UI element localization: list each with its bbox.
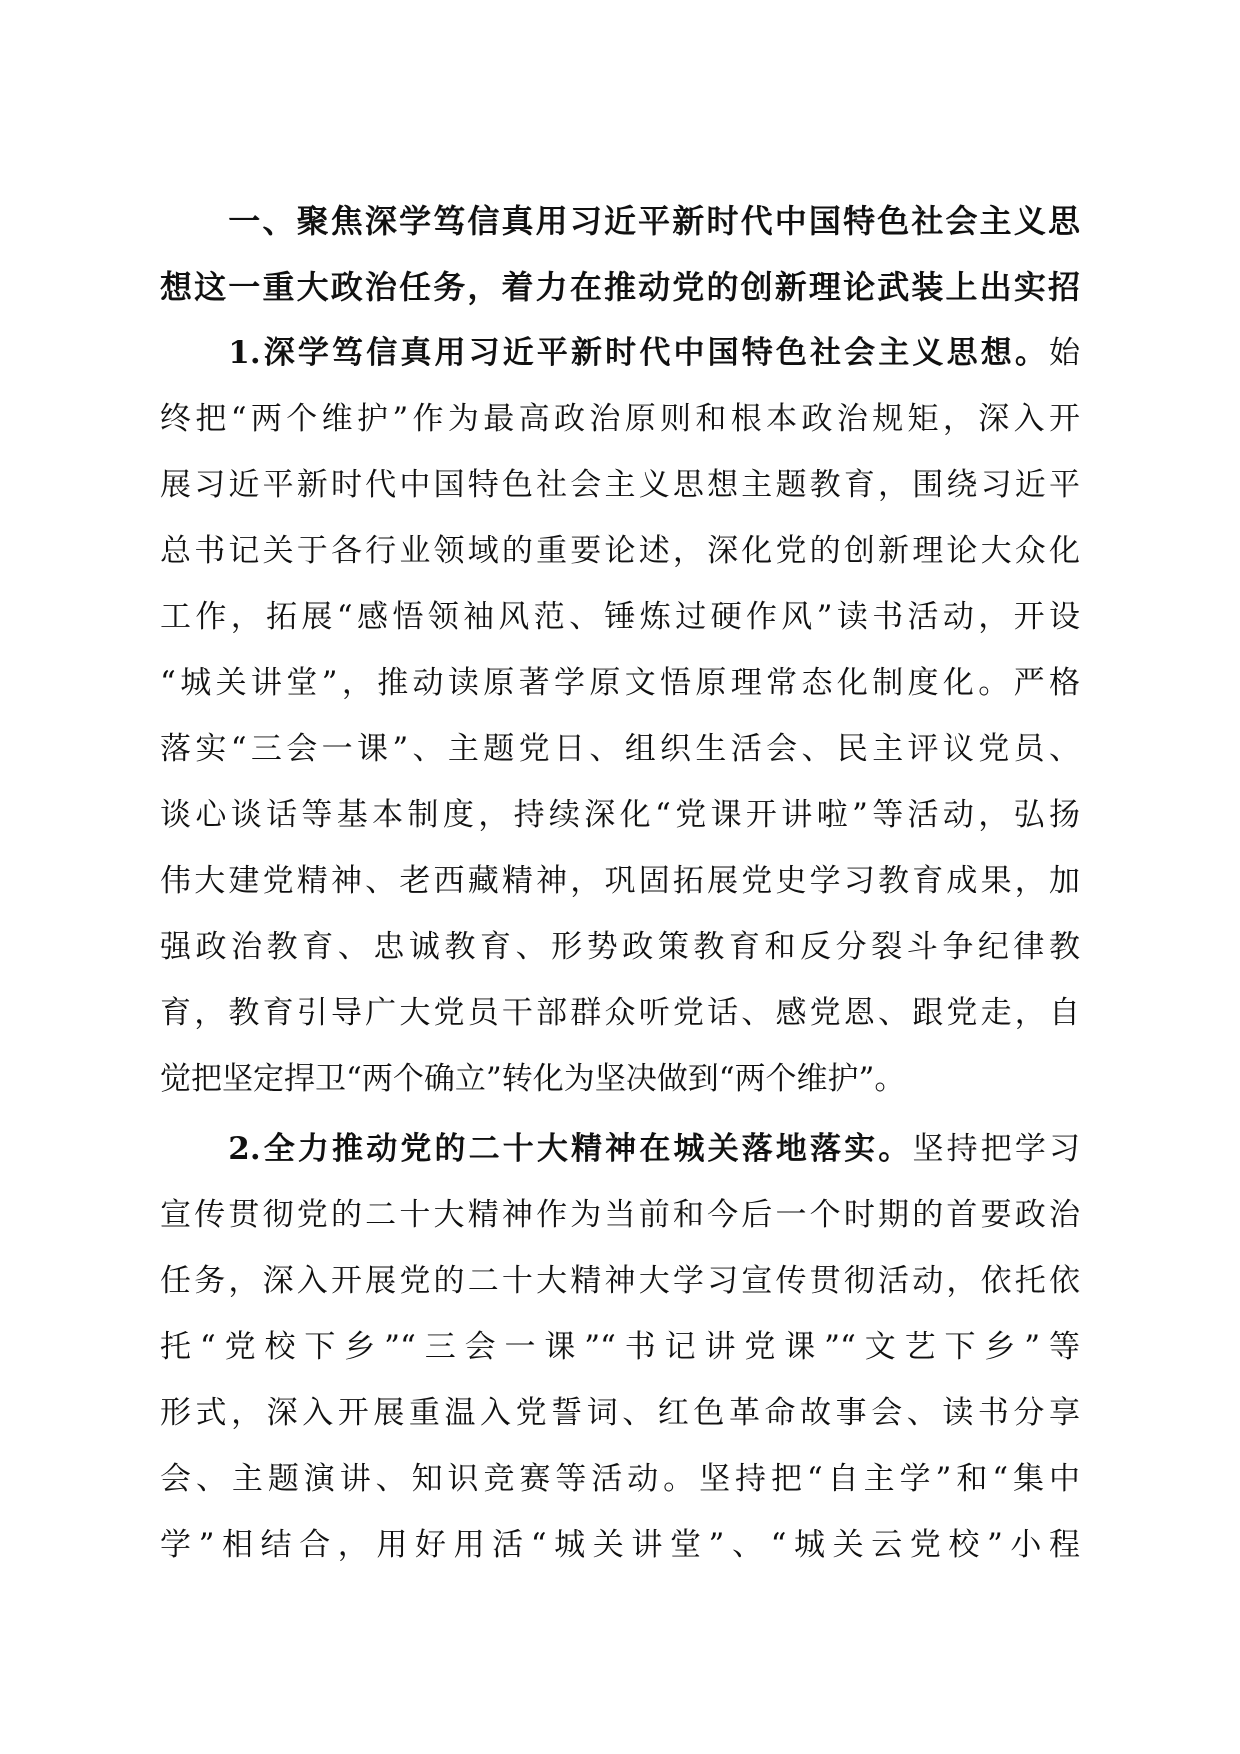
item-1-line: 育，教育引导广大党员干部群众听党话、感党恩、跟党走，自	[160, 995, 1080, 1031]
item-1-line: 展习近平新时代中国特色社会主义思想主题教育，围绕习近平	[160, 467, 1080, 503]
item-1-line: 觉把坚定捍卫“两个确立”转化为坚决做到“两个维护”。	[160, 1061, 906, 1097]
heading-line-1: 一、聚焦深学笃信真用习近平新时代中国特色社会主义思	[160, 202, 1080, 240]
item-2-first-line	[160, 1116, 1080, 1182]
item-1-paragraph	[160, 320, 1080, 1112]
item-1-title: 1.深学笃信真用习近平新时代中国特色社会主义思想。	[160, 335, 1049, 371]
item-1-line: “城关讲堂”，推动读原著学原文悟原理常态化制度化。严格	[160, 665, 1080, 701]
item-1-line: 工作，拓展“感悟领袖风范、锤炼过硬作风”读书活动，开设	[160, 599, 1080, 635]
item-1-line: 终把“两个维护”作为最高政治原则和根本政治规矩，深入开	[160, 401, 1080, 437]
item-2-line: 会、主题演讲、知识竞赛等活动。坚持把“自主学”和“集中	[160, 1461, 1080, 1497]
item-1-line: 强政治教育、忠诚教育、形势政策教育和反分裂斗争纪律教	[160, 929, 1080, 965]
item-1-line: 落实“三会一课”、主题党日、组织生活会、民主评议党员、	[160, 731, 1080, 767]
item-2-line: 托“党校下乡”“三会一课”“书记讲党课”“文艺下乡”等	[160, 1329, 1080, 1365]
item-2-first-line-rest: 坚持把学习	[912, 1131, 1080, 1167]
item-2-title: 2.全力推动党的二十大精神在城关落地落实。	[160, 1131, 913, 1167]
item-2-line: 形式，深入开展重温入党誓词、红色革命故事会、读书分享	[160, 1395, 1080, 1431]
item-1-line: 总书记关于各行业领域的重要论述，深化党的创新理论大众化	[160, 533, 1080, 569]
section-heading	[160, 188, 1080, 320]
item-1-line: 伟大建党精神、老西藏精神，巩固拓展党史学习教育成果，加	[160, 863, 1080, 899]
item-2-line: 任务，深入开展党的二十大精神大学习宣传贯彻活动，依托依	[160, 1263, 1080, 1299]
item-2-paragraph	[160, 1116, 1080, 1578]
heading-line-2: 想这一重大政治任务，着力在推动党的创新理论武装上出实招	[160, 268, 1080, 306]
item-2-line: 宣传贯彻党的二十大精神作为当前和今后一个时期的首要政治	[160, 1197, 1080, 1233]
item-1-first-line-rest: 始	[1049, 335, 1080, 371]
document-page	[160, 188, 1080, 1578]
item-1-first-line	[160, 320, 1080, 386]
item-2-line: 学”相结合，用好用活“城关讲堂”、“城关云党校”小程	[160, 1527, 1080, 1563]
item-1-line: 谈心谈话等基本制度，持续深化“党课开讲啦”等活动，弘扬	[160, 797, 1080, 833]
